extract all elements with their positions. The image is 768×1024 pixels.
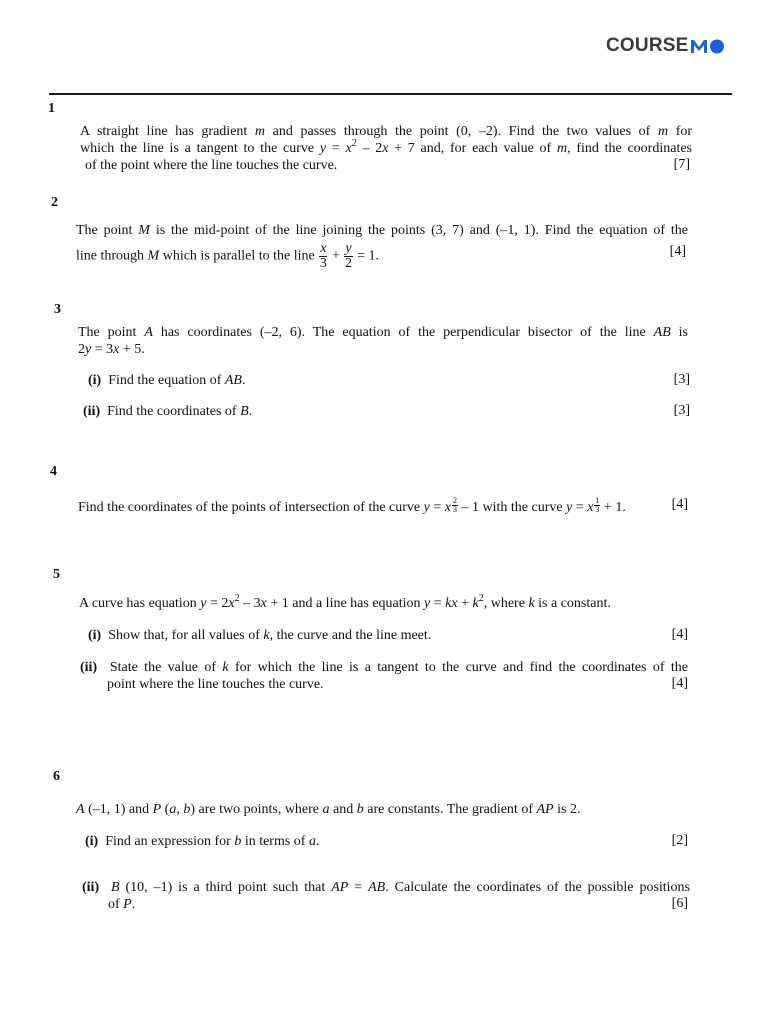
logo-wordmark: COURSE (606, 35, 689, 56)
marks: [4] (671, 627, 688, 642)
question-number: 5 (53, 567, 60, 582)
question-number: 4 (50, 464, 57, 479)
question-6-part-ii: (ii) B (10, –1) is a third point such that AP = AB. Calculate the coordinates of the possible positions of P. (82, 880, 691, 912)
part-label: (i) (88, 373, 102, 388)
marks: [3] (673, 372, 690, 387)
question-number: 3 (54, 302, 61, 317)
part-label: (i) (88, 628, 102, 643)
part-label: (ii) (80, 660, 98, 675)
marks: [6] (671, 896, 688, 911)
question-1-text: A straight line has gradient m and passes through the point (0, –2). Find the two values of m for which the line is a tangent to the curve $y = x^2 - 2x + 7$ and, for each value of m, find the coordinates of the point where the line touches the curve. (80, 124, 693, 173)
question-6-part-i: (i) Find an expression for b in terms of a. (85, 834, 320, 849)
question-4-text: Find the coordinates of the points of intersection of the curve y = x $\frac{2}{3}$ – 1 with the curve y = x $\frac{1}{3}$ + 1. (78, 496, 626, 515)
marks: [4] (669, 244, 686, 259)
question-2-text: The point M is the mid-point of the line joining the points (3, 7) and (–1, 1). Find the equation of the line through M which is parallel to the line $\frac{x}{3}$ + $\frac{y}{2}$ = 1. (76, 223, 689, 271)
question-number: 1 (48, 101, 55, 116)
question-5-text: A curve has equation $y = 2x^2 - 3x + 1$ and a line has equation y = kx + $k^2$, where k is a constant. (79, 593, 611, 611)
question-5-part-i: (i) Show that, for all values of k, the curve and the line meet. (88, 628, 432, 643)
question-5-part-ii: (ii) State the value of k for which the line is a tangent to the curve and find the coordinates of the point where the line touches the curve. (80, 660, 688, 692)
question-3-part-ii: (ii) Find the coordinates of B. (83, 404, 253, 419)
marks: [4] (671, 676, 688, 691)
question-number: 6 (53, 769, 60, 784)
part-label: (i) (85, 834, 99, 849)
marks: [4] (671, 497, 688, 512)
question-number: 2 (51, 195, 58, 210)
part-label: (ii) (83, 404, 101, 419)
question-6-text: A (–1, 1) and P (a, b) are two points, where a and b are constants. The gradient of AP is 2. (76, 802, 581, 817)
logo-mo-mark-icon (690, 38, 726, 54)
header-rule (49, 93, 732, 95)
marks: [7] (673, 157, 690, 172)
part-label: (ii) (82, 880, 100, 895)
brand-logo (606, 36, 726, 56)
marks: [3] (673, 403, 690, 418)
marks: [2] (671, 833, 688, 848)
question-3-part-i: (i) Find the equation of AB. (88, 373, 246, 388)
question-3-text: The point A has coordinates (–2, 6). The equation of the perpendicular bisector of the line AB is 2y = 3x + 5. (78, 325, 688, 357)
